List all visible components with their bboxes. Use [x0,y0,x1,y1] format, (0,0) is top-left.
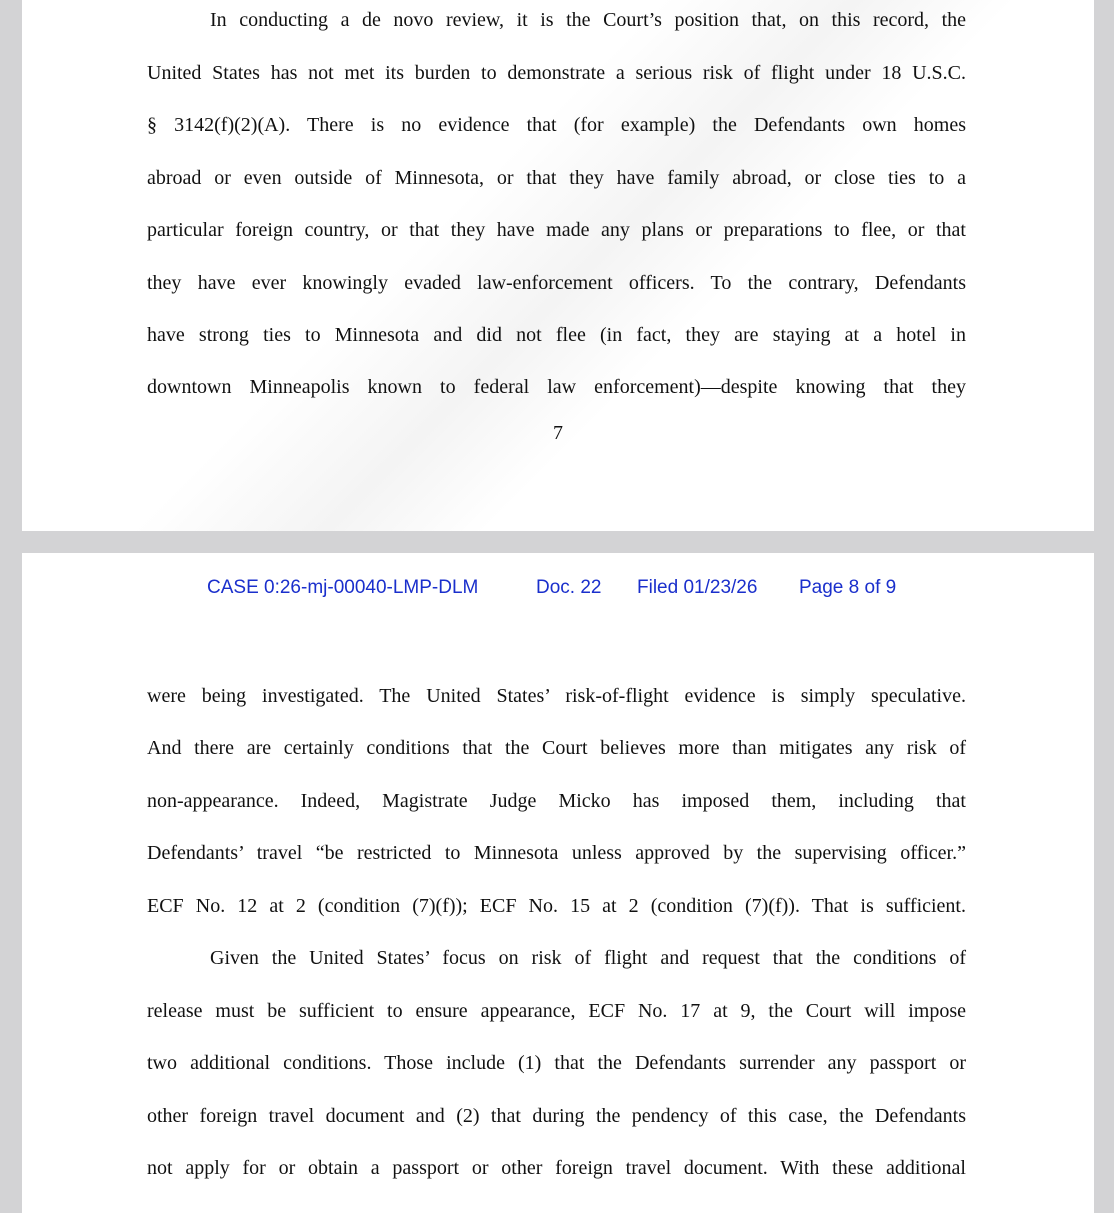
header-page-count[interactable]: Page 8 of 9 [799,577,897,598]
paragraph-line: particular foreign country, or that they have made any plans or preparations to flee, or that [147,219,966,241]
header-case-number[interactable]: CASE 0:26-mj-00040-LMP-DLM [207,577,479,598]
paragraph-line: have strong ties to Minnesota and did not flee (in fact, they are staying at a hotel in [147,324,966,346]
header-doc-number[interactable]: Doc. 22 [536,577,602,598]
document-page-8 [22,553,1094,1213]
paragraph-line: Given the United States’ focus on risk of flight and request that the conditions of [210,947,966,969]
ecf-filing-header [22,575,1094,601]
paragraph-line: two additional conditions. Those include (1) that the Defendants surrender any passport or [147,1052,966,1074]
header-filed-date[interactable]: Filed 01/23/26 [637,577,758,598]
paragraph-line: § 3142(f)(2)(A). There is no evidence that (for example) the Defendants own homes [147,114,966,136]
paragraph-line: not apply for or obtain a passport or other foreign travel document. With these additional [147,1157,966,1179]
paragraph-line: abroad or even outside of Minnesota, or that they have family abroad, or close ties to a [147,167,966,189]
paragraph-line: In conducting a de novo review, it is the Court’s position that, on this record, the [210,9,966,31]
document-page-7 [22,0,1094,531]
paragraph-line: ECF No. 12 at 2 (condition (7)(f)); ECF No. 15 at 2 (condition (7)(f)). That is sufficient. [147,895,966,917]
paragraph-line: downtown Minneapolis known to federal law enforcement)—despite knowing that they [147,376,966,398]
paragraph-line: non-appearance. Indeed, Magistrate Judge Micko has imposed them, including that [147,790,966,812]
paragraph-line: And there are certainly conditions that the Court believes more than mitigates any risk of [147,737,966,759]
paragraph-line: release must be sufficient to ensure appearance, ECF No. 17 at 9, the Court will impose [147,1000,966,1022]
paragraph-line: United States has not met its burden to demonstrate a serious risk of flight under 18 U.S.C. [147,62,966,84]
page-number: 7 [553,422,563,444]
paragraph-line: other foreign travel document and (2) that during the pendency of this case, the Defendants [147,1105,966,1127]
paragraph-line: Defendants’ travel “be restricted to Minnesota unless approved by the supervising officer.” [147,842,966,864]
paragraph-line: they have ever knowingly evaded law-enforcement officers. To the contrary, Defendants [147,272,966,294]
paragraph-line: were being investigated. The United States’ risk-of-flight evidence is simply speculative. [147,685,966,707]
